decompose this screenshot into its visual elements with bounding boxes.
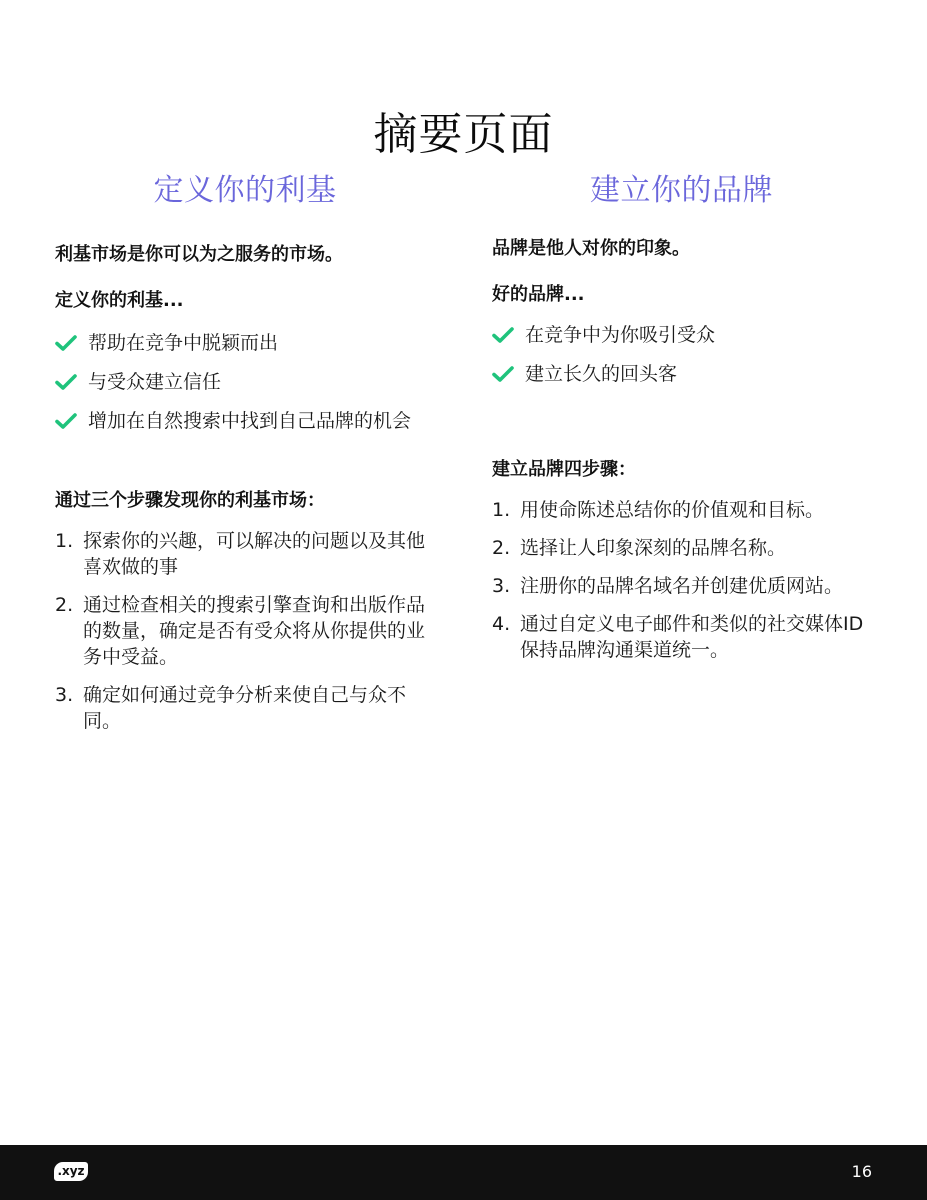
step-item bbox=[492, 611, 872, 663]
brand-steps-list bbox=[492, 497, 872, 663]
page-footer bbox=[0, 1145, 927, 1200]
brand-section bbox=[492, 168, 872, 675]
checkmark-icon bbox=[55, 412, 77, 430]
page-title: 摘要页面 bbox=[373, 109, 554, 161]
xyz-logo bbox=[54, 1162, 88, 1181]
step-item bbox=[55, 682, 435, 734]
step-number: 4. bbox=[492, 613, 511, 635]
page-number: 16 bbox=[851, 1162, 872, 1181]
step-number: 3. bbox=[492, 575, 511, 597]
step-item bbox=[55, 528, 435, 580]
brand-subheading: 好的品牌... bbox=[492, 284, 585, 305]
check-item bbox=[492, 361, 872, 387]
brand-check-list bbox=[492, 322, 872, 387]
logo-text: .xyz bbox=[57, 1164, 85, 1178]
step-item bbox=[492, 497, 872, 523]
step-number: 2. bbox=[492, 537, 511, 559]
checkmark-icon bbox=[492, 365, 514, 383]
brand-steps-heading: 建立品牌四步骤： bbox=[492, 459, 636, 480]
check-item bbox=[55, 369, 435, 395]
checkmark-icon bbox=[55, 334, 77, 352]
check-item bbox=[492, 322, 872, 348]
niche-heading: 定义你的利基 bbox=[153, 173, 337, 208]
step-text: 选择让人印象深刻的品牌名称。 bbox=[520, 537, 787, 559]
step-number: 3. bbox=[55, 684, 74, 706]
step-item bbox=[492, 573, 872, 599]
step-text: 用使命陈述总结你的价值观和目标。 bbox=[520, 499, 825, 521]
check-item bbox=[55, 408, 435, 434]
niche-section bbox=[55, 168, 435, 746]
step-number: 1. bbox=[55, 530, 74, 552]
step-text: 确定如何通过竞争分析来使自己与众不同。 bbox=[83, 684, 407, 732]
niche-subheading: 定义你的利基... bbox=[55, 290, 184, 311]
niche-intro: 利基市场是你可以为之服务的市场。 bbox=[55, 244, 343, 265]
niche-check-list bbox=[55, 330, 435, 434]
step-number: 2. bbox=[55, 594, 74, 616]
niche-steps-list bbox=[55, 528, 435, 734]
step-item bbox=[55, 592, 435, 670]
check-item bbox=[55, 330, 435, 356]
step-text: 通过检查相关的搜索引擎查询和出版作品的数量，确定是否有受众将从你提供的业务中受益。 bbox=[83, 594, 426, 668]
check-item-text: 建立长久的回头客 bbox=[525, 363, 678, 385]
check-item-text: 帮助在竞争中脱颖而出 bbox=[88, 332, 279, 354]
brand-heading: 建立你的品牌 bbox=[590, 173, 773, 208]
niche-steps-heading: 通过三个步骤发现你的利基市场： bbox=[55, 490, 325, 511]
check-item-text: 在竞争中为你吸引受众 bbox=[525, 324, 716, 346]
check-item-text: 与受众建立信任 bbox=[88, 371, 222, 393]
step-item bbox=[492, 535, 872, 561]
brand-intro: 品牌是他人对你的印象。 bbox=[492, 238, 690, 259]
step-text: 通过自定义电子邮件和类似的社交媒体ID保持品牌沟通渠道统一。 bbox=[520, 613, 864, 661]
check-item-text: 增加在自然搜索中找到自己品牌的机会 bbox=[88, 410, 412, 432]
checkmark-icon bbox=[492, 326, 514, 344]
checkmark-icon bbox=[55, 373, 77, 391]
step-number: 1. bbox=[492, 499, 511, 521]
step-text: 注册你的品牌名域名并创建优质网站。 bbox=[520, 575, 844, 597]
step-text: 探索你的兴趣，可以解决的问题以及其他喜欢做的事 bbox=[83, 530, 426, 578]
